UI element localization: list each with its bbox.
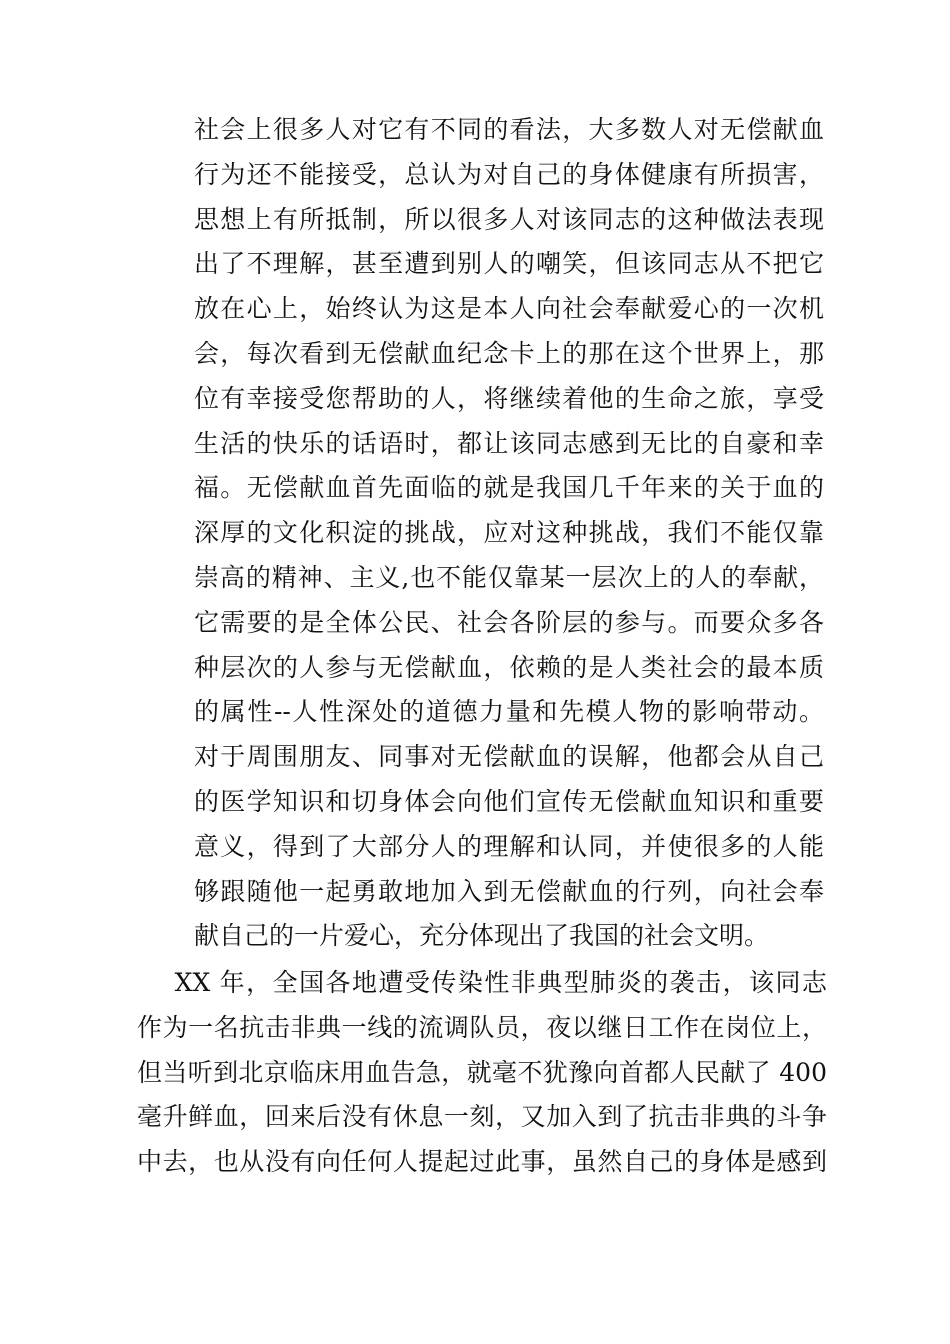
text-line: 的医学知识和切身体会向他们宣传无偿献血知识和重要 <box>194 786 824 816</box>
text-line: 它需要的是全体公民、社会各阶层的参与。而要众多各 <box>194 607 824 637</box>
text-line: 位有幸接受您帮助的人，将继续着他的生命之旅，享受 <box>194 383 824 413</box>
text-line: 放在心上，始终认为这是本人向社会奉献爱心的一次机 <box>194 294 824 324</box>
text-line: 作为一名抗击非典一线的流调队员，夜以继日工作在岗位上， <box>137 1012 827 1042</box>
text-line: 毫升鲜血，回来后没有休息一刻，又加入到了抗击非典的斗争 <box>137 1102 827 1132</box>
text-line: 献自己的一片爱心，充分体现出了我国的社会文明。 <box>194 921 770 951</box>
text-line: 对于周围朋友、同事对无偿献血的误解，他都会从自己 <box>194 742 824 772</box>
text-line: 但当听到北京临床用血告急，就毫不犹豫向首都人民献了 400 <box>137 1057 827 1087</box>
text-line: 中去，也从没有向任何人提起过此事，虽然自己的身体是感到 <box>137 1147 827 1177</box>
text-line: 深厚的文化积淀的挑战，应对这种挑战，我们不能仅靠 <box>194 518 824 548</box>
text-line: XX 年，全国各地遭受传染性非典型肺炎的袭击，该同志 <box>137 968 827 997</box>
text-line: 够跟随他一起勇敢地加入到无偿献血的行列，向社会奉 <box>194 876 824 906</box>
text-line: 思想上有所抵制，所以很多人对该同志的这种做法表现 <box>194 204 824 234</box>
paragraph-sars-donation <box>137 961 827 1185</box>
text-line: 意义，得到了大部分人的理解和认同，并使很多的人能 <box>194 831 824 861</box>
text-line: 会，每次看到无偿献血纪念卡上的那在这个世界上，那 <box>194 338 824 368</box>
text-line: 种层次的人参与无偿献血，依赖的是人类社会的最本质 <box>194 652 824 682</box>
paragraph-blood-donation-attitudes <box>194 108 824 959</box>
text-line: 的属性--人性深处的道德力量和先模人物的影响带动。 <box>194 697 824 727</box>
text-line: 出了不理解，甚至遭到别人的嘲笑，但该同志从不把它 <box>194 249 824 279</box>
text-line: 崇高的精神、主义,也不能仅靠某一层次上的人的奉献， <box>194 562 824 592</box>
text-line: 行为还不能接受，总认为对自己的身体健康有所损害， <box>194 159 824 189</box>
text-line: 福。无偿献血首先面临的就是我国几千年来的关于血的 <box>194 473 824 503</box>
text-line: 生活的快乐的话语时，都让该同志感到无比的自豪和幸 <box>194 428 824 458</box>
text-line: 社会上很多人对它有不同的看法，大多数人对无偿献血 <box>194 115 824 144</box>
